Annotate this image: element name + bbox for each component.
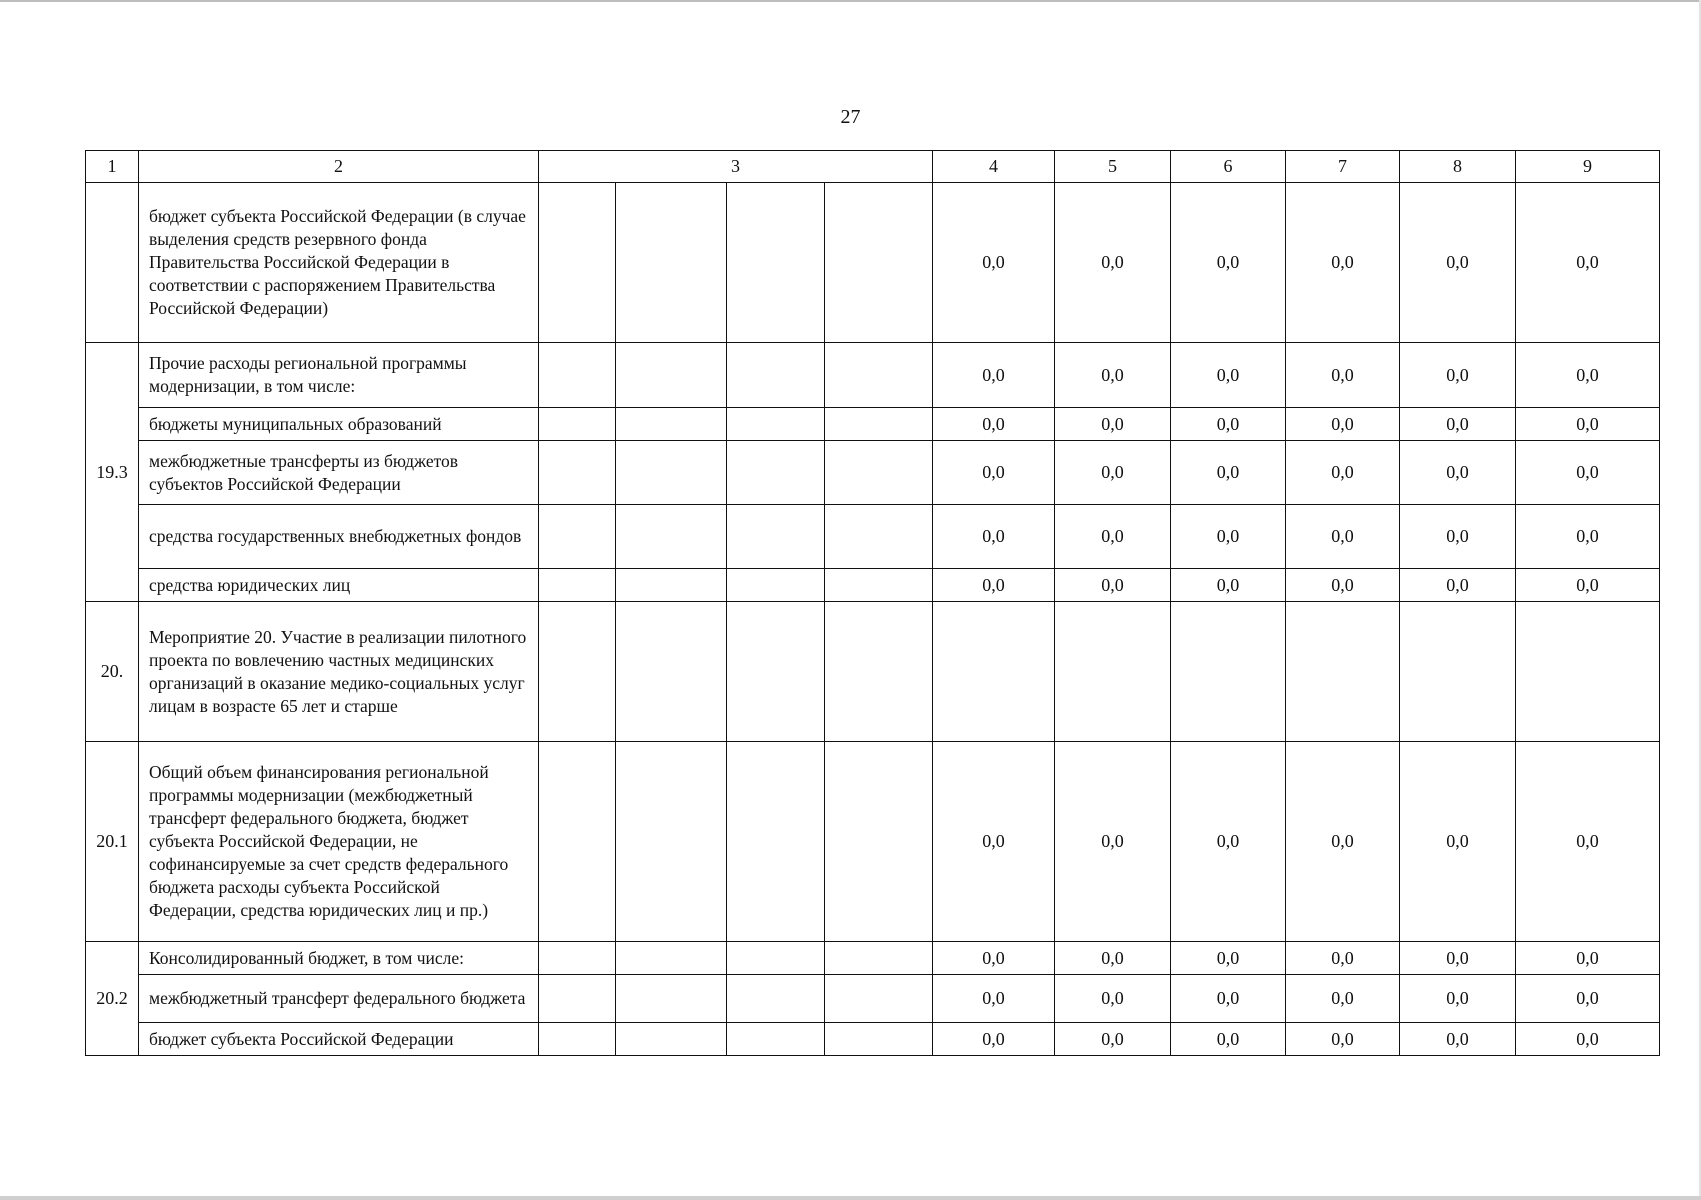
- value-cell: 0,0: [1286, 441, 1400, 505]
- header-cell: 9: [1516, 151, 1660, 183]
- value-cell: 0,0: [1400, 569, 1516, 602]
- value-cell: 0,0: [1516, 1023, 1660, 1056]
- value-cell: 0,0: [1286, 742, 1400, 942]
- empty-cell: [616, 343, 727, 408]
- value-cell: 0,0: [1400, 408, 1516, 441]
- value-cell: 0,0: [1171, 975, 1286, 1023]
- empty-cell: [727, 505, 825, 569]
- value-cell: 0,0: [933, 183, 1055, 343]
- header-cell: 2: [139, 151, 539, 183]
- empty-cell: [616, 1023, 727, 1056]
- row-number: 20.2: [86, 942, 139, 1056]
- row-description: бюджет субъекта Российской Федерации (в случае выделения средств резервного фонда Правительства Российской Федерации в соответствии с распоряжением Правительства Российской Федерации): [139, 183, 539, 343]
- value-cell: 0,0: [933, 975, 1055, 1023]
- value-cell: 0,0: [1286, 942, 1400, 975]
- value-cell: 0,0: [1171, 1023, 1286, 1056]
- value-cell: 0,0: [1055, 975, 1171, 1023]
- value-cell: 0,0: [933, 343, 1055, 408]
- empty-cell: [727, 602, 825, 742]
- value-cell: 0,0: [1171, 942, 1286, 975]
- value-cell: 0,0: [933, 505, 1055, 569]
- table-row: [86, 343, 1660, 408]
- empty-cell: [727, 441, 825, 505]
- value-cell: 0,0: [1400, 742, 1516, 942]
- value-cell: 0,0: [1516, 975, 1660, 1023]
- value-cell: 0,0: [1055, 942, 1171, 975]
- value-cell: 0,0: [1055, 505, 1171, 569]
- empty-cell: [825, 183, 933, 343]
- empty-cell: [825, 441, 933, 505]
- empty-cell: [616, 408, 727, 441]
- empty-cell: [825, 408, 933, 441]
- empty-cell: [616, 183, 727, 343]
- empty-cell: [539, 602, 616, 742]
- value-cell: 0,0: [1516, 942, 1660, 975]
- value-cell: 0,0: [1171, 183, 1286, 343]
- table-row: [86, 183, 1660, 343]
- empty-cell: [825, 742, 933, 942]
- value-cell: 0,0: [1400, 343, 1516, 408]
- row-description: межбюджетные трансферты из бюджетов субъектов Российской Федерации: [139, 441, 539, 505]
- row-description: средства юридических лиц: [139, 569, 539, 602]
- value-cell: 0,0: [1286, 1023, 1400, 1056]
- value-cell: 0,0: [1171, 569, 1286, 602]
- empty-cell: [727, 742, 825, 942]
- header-cell: 5: [1055, 151, 1171, 183]
- table-row: [86, 1023, 1660, 1056]
- value-cell: 0,0: [1400, 942, 1516, 975]
- value-cell: 0,0: [1055, 183, 1171, 343]
- value-cell: 0,0: [1055, 441, 1171, 505]
- value-cell: 0,0: [1286, 975, 1400, 1023]
- table-row: [86, 505, 1660, 569]
- empty-cell: [539, 441, 616, 505]
- value-cell: [1055, 602, 1171, 742]
- table-row: [86, 742, 1660, 942]
- empty-cell: [825, 942, 933, 975]
- value-cell: 0,0: [1171, 408, 1286, 441]
- empty-cell: [539, 505, 616, 569]
- value-cell: 0,0: [1400, 1023, 1516, 1056]
- row-description: Консолидированный бюджет, в том числе:: [139, 942, 539, 975]
- value-cell: 0,0: [933, 742, 1055, 942]
- value-cell: 0,0: [1400, 505, 1516, 569]
- empty-cell: [727, 1023, 825, 1056]
- empty-cell: [825, 505, 933, 569]
- row-description: межбюджетный трансферт федерального бюджета: [139, 975, 539, 1023]
- row-description: бюджет субъекта Российской Федерации: [139, 1023, 539, 1056]
- row-number: 19.3: [86, 343, 139, 602]
- scan-edge-bottom: [0, 1196, 1701, 1200]
- value-cell: 0,0: [933, 1023, 1055, 1056]
- value-cell: 0,0: [1286, 505, 1400, 569]
- scan-edge-top: [0, 0, 1701, 2]
- value-cell: 0,0: [1516, 742, 1660, 942]
- empty-cell: [616, 942, 727, 975]
- value-cell: 0,0: [933, 441, 1055, 505]
- value-cell: 0,0: [1516, 183, 1660, 343]
- value-cell: 0,0: [1516, 569, 1660, 602]
- header-cell: 4: [933, 151, 1055, 183]
- empty-cell: [825, 569, 933, 602]
- empty-cell: [616, 569, 727, 602]
- value-cell: 0,0: [1400, 441, 1516, 505]
- empty-cell: [616, 602, 727, 742]
- value-cell: 0,0: [1400, 183, 1516, 343]
- value-cell: 0,0: [1286, 183, 1400, 343]
- value-cell: 0,0: [1171, 505, 1286, 569]
- value-cell: 0,0: [933, 942, 1055, 975]
- budget-table: [85, 150, 1660, 1056]
- empty-cell: [727, 183, 825, 343]
- empty-cell: [539, 183, 616, 343]
- header-cell: 3: [539, 151, 933, 183]
- table-row: [86, 441, 1660, 505]
- empty-cell: [727, 942, 825, 975]
- empty-cell: [539, 1023, 616, 1056]
- empty-cell: [539, 942, 616, 975]
- header-cell: 6: [1171, 151, 1286, 183]
- value-cell: [1171, 602, 1286, 742]
- empty-cell: [539, 975, 616, 1023]
- value-cell: 0,0: [1171, 441, 1286, 505]
- value-cell: 0,0: [1055, 408, 1171, 441]
- table-row: [86, 602, 1660, 742]
- empty-cell: [539, 408, 616, 441]
- value-cell: [933, 602, 1055, 742]
- page-number: 27: [840, 106, 861, 128]
- row-description: Прочие расходы региональной программы модернизации, в том числе:: [139, 343, 539, 408]
- value-cell: 0,0: [1171, 742, 1286, 942]
- empty-cell: [616, 505, 727, 569]
- header-cell: 7: [1286, 151, 1400, 183]
- value-cell: 0,0: [1516, 408, 1660, 441]
- value-cell: 0,0: [1171, 343, 1286, 408]
- value-cell: 0,0: [1400, 975, 1516, 1023]
- value-cell: 0,0: [1286, 343, 1400, 408]
- value-cell: 0,0: [1055, 1023, 1171, 1056]
- empty-cell: [727, 408, 825, 441]
- value-cell: 0,0: [1516, 441, 1660, 505]
- row-description: средства государственных внебюджетных фондов: [139, 505, 539, 569]
- value-cell: 0,0: [1516, 343, 1660, 408]
- row-description: Мероприятие 20. Участие в реализации пилотного проекта по вовлечению частных медицинских организаций в оказание медико-социальных услуг лицам в возрасте 65 лет и старше: [139, 602, 539, 742]
- row-description: бюджеты муниципальных образований: [139, 408, 539, 441]
- empty-cell: [616, 975, 727, 1023]
- table-row: [86, 408, 1660, 441]
- empty-cell: [539, 343, 616, 408]
- value-cell: 0,0: [1516, 505, 1660, 569]
- value-cell: [1400, 602, 1516, 742]
- value-cell: 0,0: [933, 569, 1055, 602]
- value-cell: 0,0: [1286, 408, 1400, 441]
- value-cell: 0,0: [1055, 569, 1171, 602]
- empty-cell: [727, 343, 825, 408]
- row-number: 20.: [86, 602, 139, 742]
- row-description: Общий объем финансирования региональной программы модернизации (межбюджетный трансферт федерального бюджета, бюджет субъекта Российской Федерации, не софинансируемые за счет средств федерального бюджета расходы субъекта Российской Федерации, средства юридических лиц и пр.): [139, 742, 539, 942]
- empty-cell: [825, 602, 933, 742]
- empty-cell: [825, 1023, 933, 1056]
- empty-cell: [727, 975, 825, 1023]
- value-cell: 0,0: [1055, 742, 1171, 942]
- empty-cell: [825, 975, 933, 1023]
- header-cell: 8: [1400, 151, 1516, 183]
- empty-cell: [616, 441, 727, 505]
- value-cell: 0,0: [933, 408, 1055, 441]
- row-number: 20.1: [86, 742, 139, 942]
- value-cell: 0,0: [1286, 569, 1400, 602]
- empty-cell: [539, 742, 616, 942]
- table-row: [86, 975, 1660, 1023]
- value-cell: [1516, 602, 1660, 742]
- value-cell: 0,0: [1055, 343, 1171, 408]
- header-cell: 1: [86, 151, 139, 183]
- table-row: [86, 569, 1660, 602]
- value-cell: [1286, 602, 1400, 742]
- table-row: [86, 942, 1660, 975]
- empty-cell: [616, 742, 727, 942]
- empty-cell: [539, 569, 616, 602]
- empty-cell: [727, 569, 825, 602]
- row-number: [86, 183, 139, 343]
- header-row: [86, 151, 1660, 183]
- empty-cell: [825, 343, 933, 408]
